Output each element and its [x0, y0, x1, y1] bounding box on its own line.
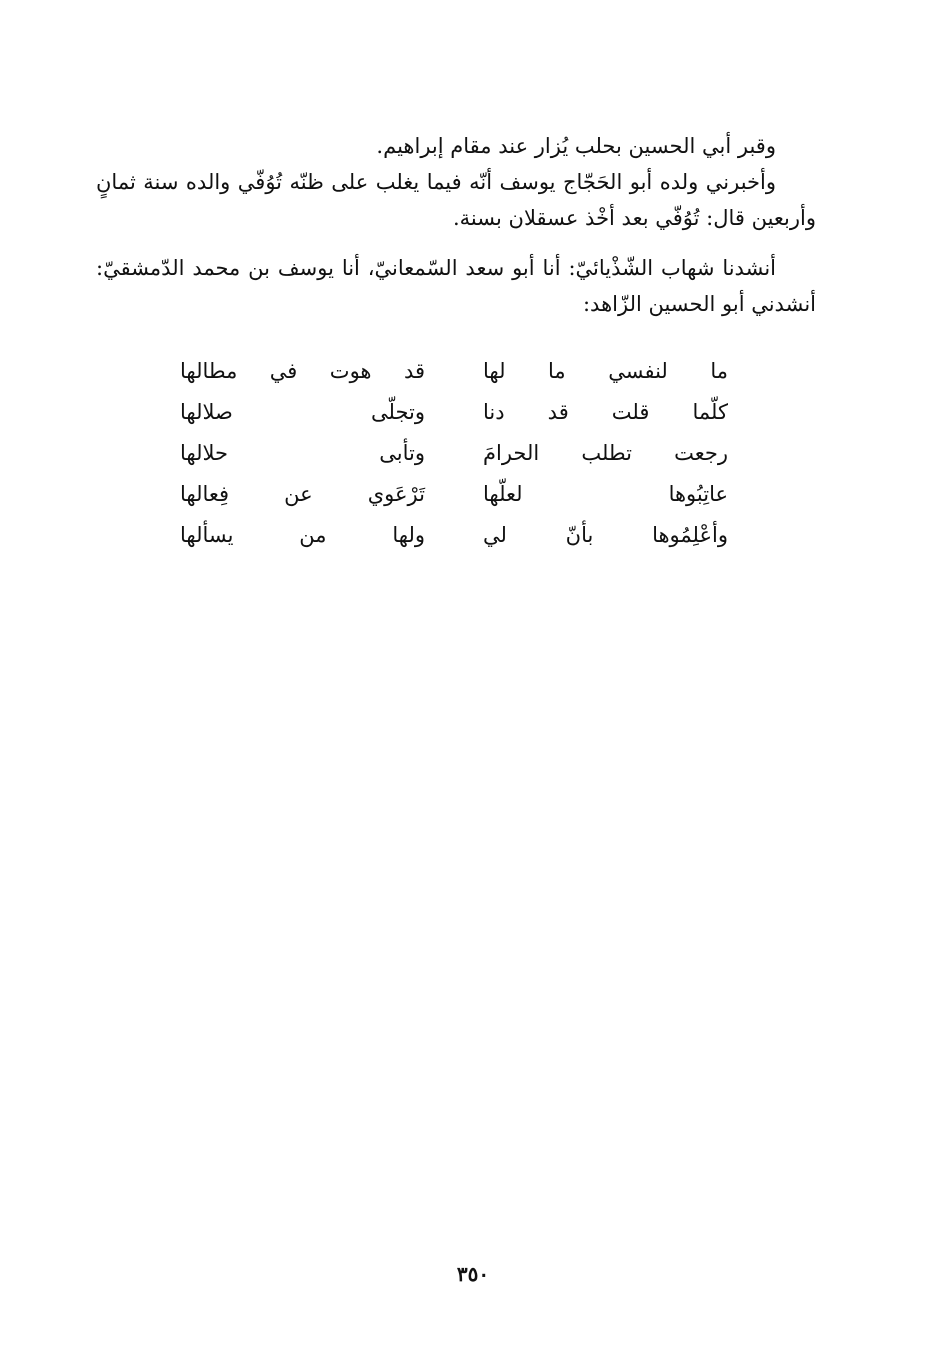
verse-second-hemistich: ولها من يسألها — [180, 522, 425, 547]
verse-first-hemistich: ما لنفسي ما لها — [483, 358, 728, 383]
poem-verse — [180, 514, 728, 555]
verse-first-hemistich: كلّما قلت قد دنا — [483, 399, 728, 424]
prose-block — [96, 128, 816, 322]
paragraph-death-date: وأخبرني ولده أبو الحَجّاج يوسف أنّه فيما يغلب على ظنّه تُوُفّي والده سنة ثمانٍ وأربعين قال: تُوُفّي بعد أخْذ عسقلان بسنة. — [96, 170, 816, 230]
poem-verse — [180, 473, 728, 514]
poem-verse — [180, 391, 728, 432]
paragraph-grave: وقبر أبي الحسين بحلب يُزار عند مقام إبراهيم. — [376, 134, 776, 158]
verse-first-hemistich: رجعت تطلب الحرامَ — [483, 440, 728, 465]
paragraph-isnad: أنشدنا شهاب الشّذْيائيّ: أنا أبو سعد السّمعانيّ، أنا يوسف بن محمد الدّمشقيّ: أنشدني أبو الحسين الزّاهد: — [96, 256, 816, 316]
verse-second-hemistich: تَرْعَوي عن فِعالها — [180, 481, 425, 506]
verse-first-hemistich: عاتِبُوها لعلّها — [483, 481, 728, 506]
verse-first-hemistich: وأعْلِمُوها بأنّ لي — [483, 522, 728, 547]
poem-verse — [180, 350, 728, 391]
poem — [180, 350, 728, 555]
verse-second-hemistich: قد هوت في مطالها — [180, 358, 425, 383]
poem-verse — [180, 432, 728, 473]
page-number: ٣٥٠ — [456, 1262, 490, 1286]
verse-second-hemistich: وتجلّى صلالها — [180, 399, 425, 424]
verse-second-hemistich: وتأبى حلالها — [180, 440, 425, 465]
